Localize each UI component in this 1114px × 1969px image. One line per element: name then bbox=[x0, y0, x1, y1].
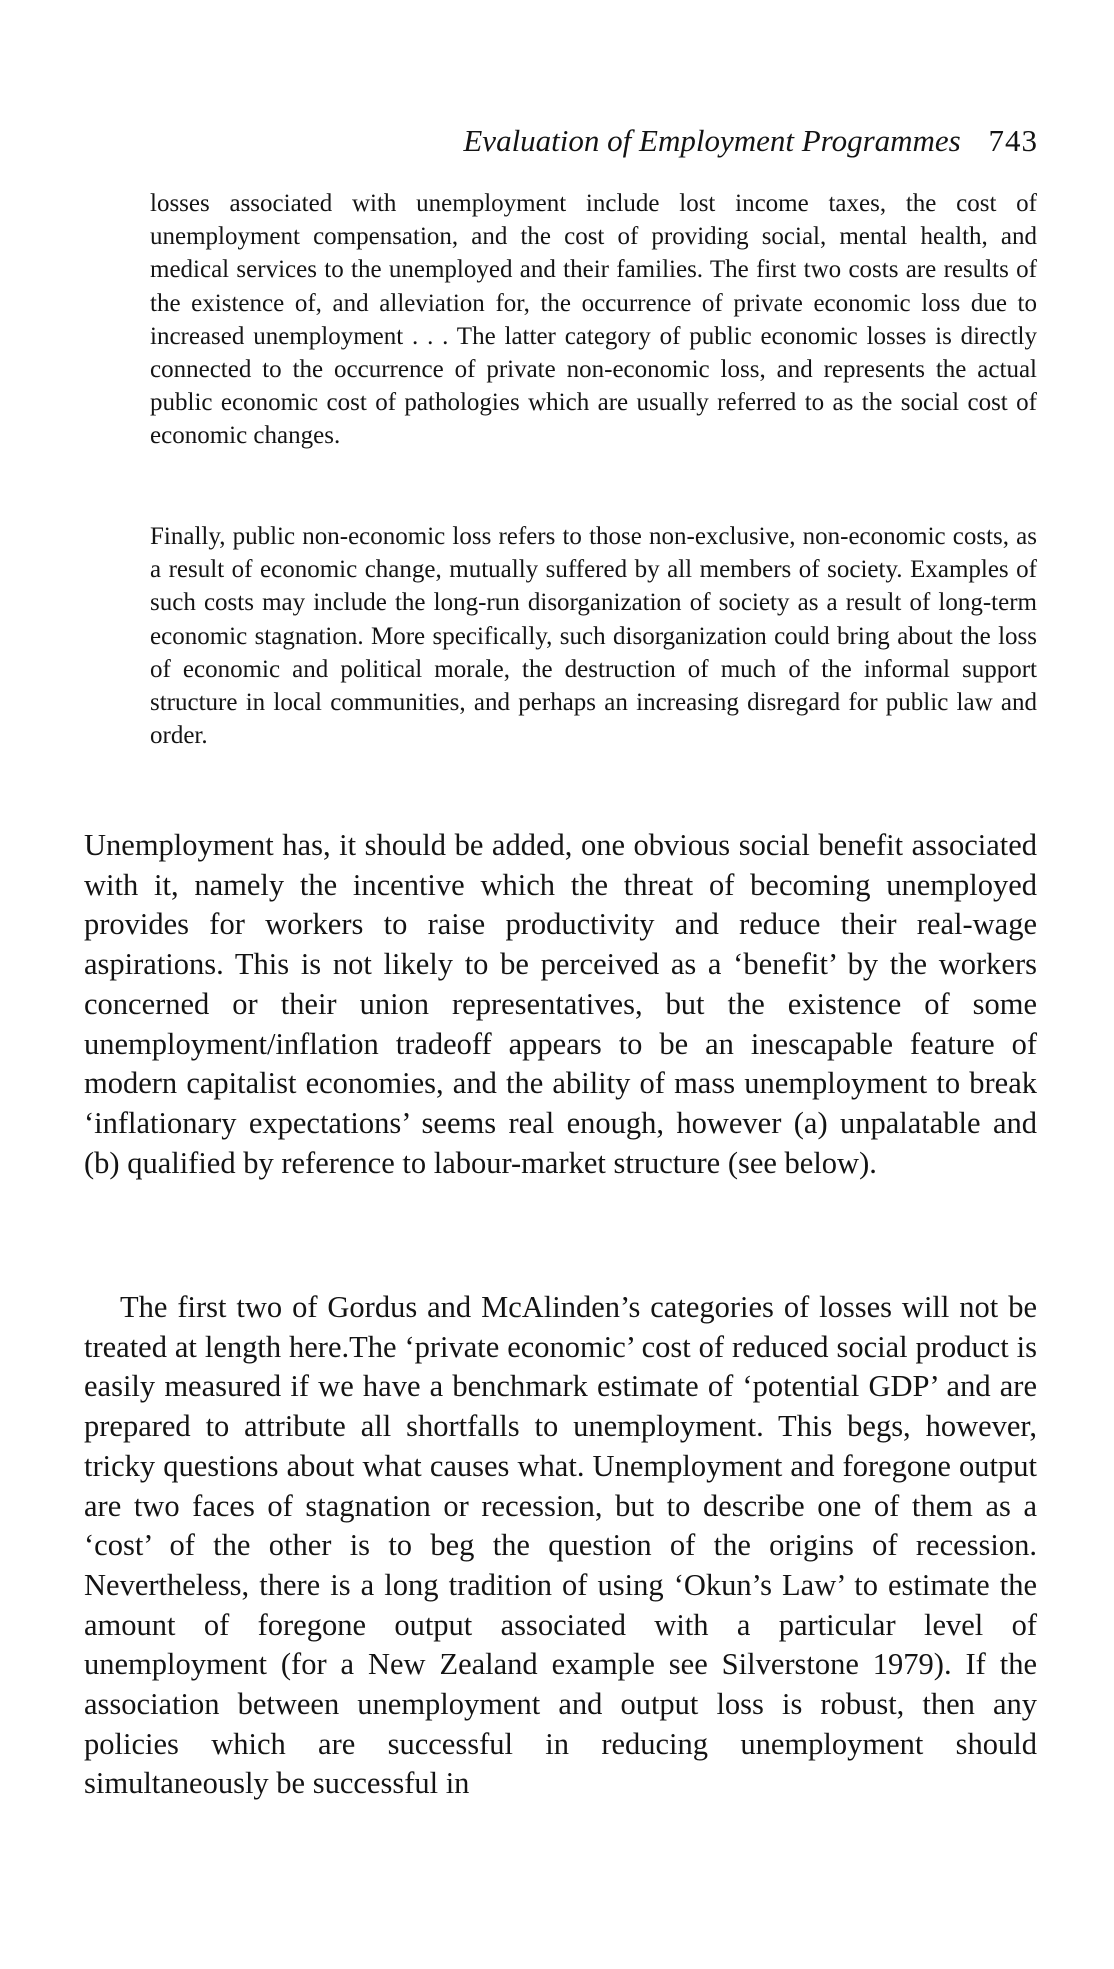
body-paragraph: Unemployment has, it should be added, one obvious social benefit associated with it, namely the incentive which the threat of becoming unemployed provides for workers to raise productivity and reduce their real-wage aspirations. This is not likely to be perceived as a ‘benefit’ by the workers concerned or their union representatives, but the existence of some unemployment/inflation tradeoff appears to be an inescapable feature of modern capitalist economies, and the ability of mass unemployment to break ‘inflationary expectations’ seems real enough, however (a) unpalatable and (b) qualified by reference to labour-market structure (see below). bbox=[84, 828, 1037, 1180]
running-title: Evaluation of Employment Programmes bbox=[463, 123, 961, 158]
block-quote-paragraph: losses associated with unemployment include lost income taxes, the cost of unemployment compensation, and the cost of providing social, mental health, and medical services to the unemployed and their families. The first two costs are results of the existence of, and alleviation for, the occurrence of private economic loss due to increased unemployment . . . The latter category of public economic losses is directly connected to the occurrence of private non-economic loss, and represents the actual public economic cost of pathologies which are usually referred to as the social cost of economic changes. bbox=[150, 190, 1037, 450]
body-paragraph: The first two of Gordus and McAlinden’s categories of losses will not be treated at length here.The ‘private economic’ cost of reduced social product is easily measured if we have a benchmark estimate of ‘potential GDP’ and are prepared to attribute all shortfalls to unemployment. This begs, however, tricky questions about what causes what. Unemployment and foregone output are two faces of stagnation or recession, but to describe one of them as a ‘cost’ of the other is to beg the question of the origins of recession. Nevertheless, there is a long tradition of using ‘Okun’s Law’ to estimate the amount of foregone output associated with a particular level of unemployment (for a New Zealand example see Silverstone 1979). If the association between unemployment and output loss is robust, then any policies which are successful in reducing unemployment should simultaneously be successful in bbox=[84, 1290, 1037, 1801]
running-head bbox=[463, 121, 1038, 161]
page-number: 743 bbox=[988, 123, 1038, 158]
block-quote-paragraph: Finally, public non-economic loss refers to those non-exclusive, non-economic costs, as a result of economic change, mutually suffered by all members of society. Examples of such costs may include the long-run disorganization of society as a result of long-term economic stagnation. More specifically, such disorganization could bring about the loss of economic and political morale, the destruction of much of the informal support structure in local communities, and perhaps an increasing disregard for public law and order. bbox=[150, 523, 1037, 750]
